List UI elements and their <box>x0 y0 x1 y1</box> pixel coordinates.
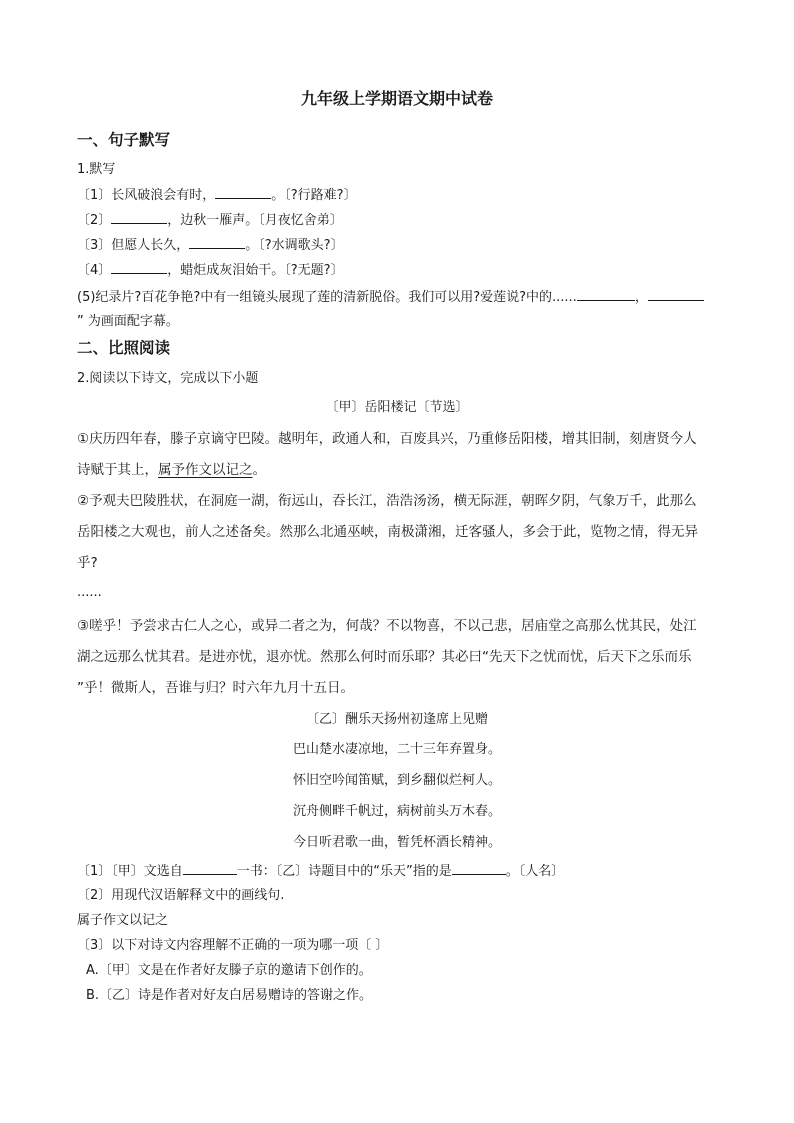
option-b[interactable]: B.〔乙〕诗是作者对好友白居易赠诗的答谢之作。 <box>86 988 373 1003</box>
passage-a-p3-line1: ③嗟乎！予尝求古仁人之心，或异二者之为，何哉？不以物喜，不以己悲，居庙堂之高那么忧其民，处江 <box>77 618 697 634</box>
passage-a-p2-line2: 岳阳楼之大观也，前人之述备矣。然那么北通巫峡，南极潇湘，迁客骚人，多会于此，览物之情，得无异 <box>77 524 698 540</box>
answer-blank[interactable] <box>189 236 245 249</box>
passage-a-p3-line2: 湖之远那么忧其君。是进亦忧，退亦忧。然那么何时而乐耶？其必曰“先天下之忧而忧，后天下之乐而乐 <box>77 649 692 665</box>
sub-question-3: 〔3〕以下对诗文内容理解不正确的一项为哪一项〔 〕 <box>77 938 389 953</box>
passage-a-p2-line3: 乎? <box>77 555 98 571</box>
q1-item-4: 〔4〕 ，蜡炬成灰泪始干。〔?无题?〕 <box>77 263 344 278</box>
poem-line: 今日听君歌一曲，暂凭杯酒长精神。 <box>292 835 501 850</box>
question-1-label: 1.默写 <box>77 162 116 177</box>
answer-blank[interactable] <box>648 288 704 301</box>
section-heading-1: 一、句子默写 <box>77 131 171 149</box>
passage-a-p2-line1: ②予观夫巴陵胜状，在洞庭一湖，衔远山，吞长江，浩浩汤汤，横无际涯，朝晖夕阴，气象万千，此那么 <box>77 493 697 509</box>
q1-item-5: (5)纪录片?百花争艳?中有一组镜头展现了莲的清新脱俗。我们可以用?爱莲说?中的...... ， <box>77 288 704 307</box>
q1-item-5-cont: ” 为画面配字幕。 <box>77 314 179 329</box>
underlined-sentence: 属予作文以记之 <box>158 462 253 478</box>
passage-a-p1-line1: ①庆历四年春，滕子京谪守巴陵。越明年，政通人和，百废具兴，乃重修岳阳楼，增其旧制，刻唐贤今人 <box>77 431 697 447</box>
passage-b-title: 〔乙〕酬乐天扬州初逢席上见赠 <box>305 712 488 727</box>
answer-blank[interactable] <box>183 862 237 875</box>
answer-blank[interactable] <box>577 288 635 301</box>
answer-blank[interactable] <box>111 211 167 224</box>
q1-item-2: 〔2〕 ，边秋一雁声。〔月夜忆舍弟〕 <box>77 213 343 228</box>
answer-blank[interactable] <box>111 261 167 274</box>
sub-question-2-sentence: 属子作文以记之 <box>77 913 169 928</box>
poem-line: 沉舟侧畔千帆过，病树前头万木春。 <box>292 804 501 819</box>
q1-item-3: 〔3〕但愿人长久， 。〔?水调歌头?〕 <box>77 238 344 253</box>
answer-blank[interactable] <box>215 186 271 199</box>
page-title: 九年级上学期语文期中试卷 <box>300 89 493 108</box>
passage-a-title: 〔甲〕岳阳楼记〔节选〕 <box>325 400 469 415</box>
section-heading-2: 二、比照阅读 <box>77 339 171 357</box>
question-2-label: 2.阅读以下诗文，完成以下小题 <box>77 371 259 386</box>
ellipsis: ...... <box>77 585 102 600</box>
sub-question-1: 〔1〕〔甲〕文选自 一书：〔乙〕诗题目中的“乐天”指的是 。〔人名〕 <box>77 864 565 879</box>
passage-a-p3-line3: ”乎！微斯人，吾谁与归？时六年九月十五日。 <box>77 680 354 696</box>
poem-line: 怀旧空吟闻笛赋，到乡翻似烂柯人。 <box>292 773 501 788</box>
poem-line: 巴山楚水凄凉地，二十三年弃置身。 <box>292 742 501 757</box>
q1-item-1: 〔1〕长风破浪会有时， 。〔?行路难?〕 <box>77 188 357 203</box>
option-a[interactable]: A.〔甲〕文是在作者好友滕子京的邀请下创作的。 <box>86 963 372 978</box>
answer-blank[interactable] <box>452 862 506 875</box>
passage-a-p1-line2: 诗赋于其上，属予作文以记之。 <box>77 462 266 478</box>
sub-question-2: 〔2〕用现代汉语解释文中的画线句. <box>77 888 285 903</box>
